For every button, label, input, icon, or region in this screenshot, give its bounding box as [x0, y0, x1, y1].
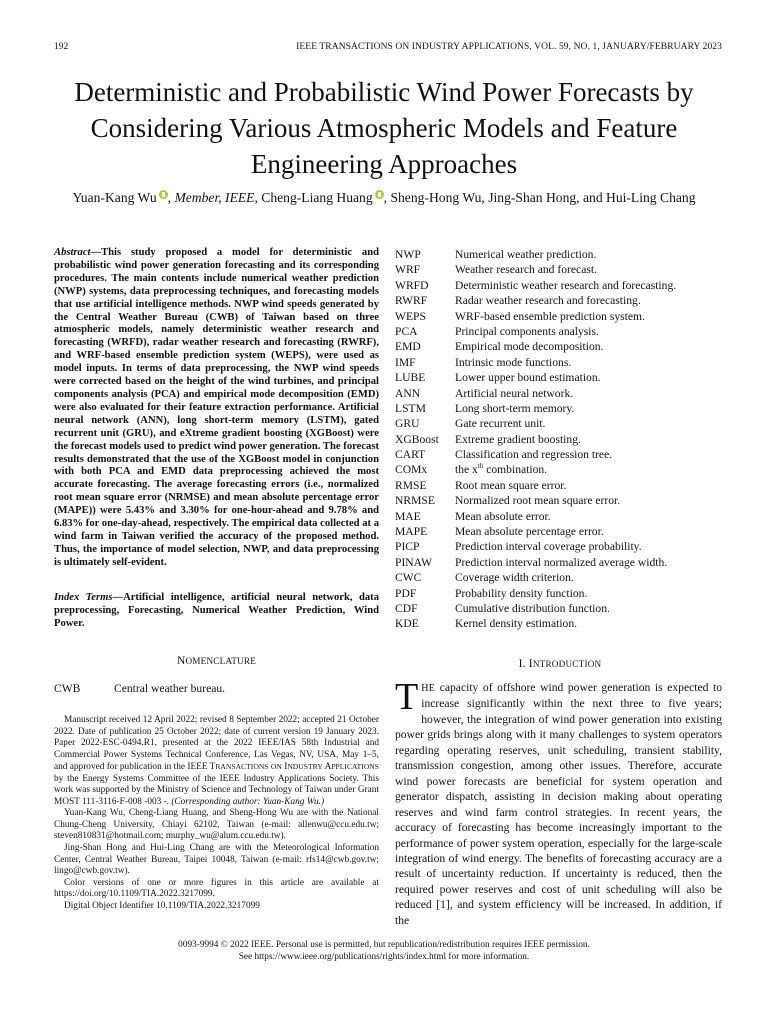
acronym-row	[395, 601, 725, 616]
acronym-key: PINAW	[395, 555, 433, 569]
acronym-key: WEPS	[395, 309, 426, 323]
author-name: Yuan-Kang Wu	[72, 190, 157, 205]
acronym-definition-text: Extreme gradient boosting.	[455, 432, 581, 446]
acronym-definition	[455, 616, 725, 631]
acronym-row	[395, 447, 725, 462]
acronym-definition-text: Numerical weather prediction.	[455, 248, 597, 261]
footnote-affiliation-2: Jing-Shan Hong and Hui-Ling Chang are with the Meteorological Information Center, Central Weather Bureau, Taipei 10048, Taiwan (e-mail: rfs14@cwb.gov.tw; lingo@cwb.gov.tw).	[54, 843, 379, 877]
acronym-key: LSTM	[395, 401, 426, 415]
acronym-definition-text: Classification and regression tree.	[455, 448, 613, 462]
acronym-row	[395, 401, 725, 416]
acronym-row	[395, 278, 725, 293]
acronym-definition-text: Normalized root mean square error.	[455, 494, 621, 508]
footnote-affiliation-1: Yuan-Kang Wu, Cheng-Liang Huang, and Sheng-Hong Wu are with the National Chung-Cheng University, Chiayi 62102, Taiwan (e-mail: allenwu@ccu.edu.tw; steven810831@hotmail.com; murphy_wu@alum.ccu.edu.tw).	[54, 808, 379, 842]
acronym-definition-text: Long short-term memory.	[455, 401, 575, 415]
acronym-row	[395, 262, 725, 277]
acronym-key: NRMSE	[395, 494, 435, 508]
acronym-key: PICP	[395, 540, 420, 554]
footnote-smallcaps: RANSACTIONS	[215, 762, 269, 772]
nomenclature-definition: Central weather bureau.	[114, 682, 226, 695]
acronym-row	[395, 509, 725, 524]
acronym-row	[395, 416, 725, 431]
acronym-key: LUBE	[395, 371, 426, 385]
acronym-definition-text: Prediction interval normalized average width.	[455, 555, 668, 569]
footnotes	[54, 715, 379, 912]
drop-cap: T	[395, 676, 419, 718]
orcid-icon[interactable]	[159, 190, 168, 199]
acronym-key: PDF	[395, 586, 417, 600]
acronym-definition	[455, 447, 725, 462]
acronym-key: CDF	[395, 601, 418, 615]
author-list-rest: , Sheng-Hong Wu, Jing-Shan Hong, and Hui-Ling Chang	[383, 190, 696, 205]
acronym-row	[395, 309, 725, 324]
acronym-definition	[455, 493, 725, 508]
abstract-text: —This study proposed a model for deterministic and probabilistic wind power generation forecasting and its corresponding procedures. The main contents include numerical weather prediction (NWP) systems, data preprocessing techniques, and forecasting models that use artificial intelligence methods. NWP wind speeds generated by the Central Weather Bureau (CWB) of Taiwan based on three atmospheric models, namely deterministic weather research and forecasting (WRFD), radar weather research and forecasting (RWRF), and WRF-based ensemble prediction system (WEPS), were used as model inputs. In terms of data preprocessing, the NWP wind speeds were corrected based on the height of the wind turbines, and principal components analysis (PCA) and empirical mode decomposition (EMD) were also evaluated for their feature extraction performance. Artificial neural network (ANN), long short-term memory (LSTM), gated recurrent unit (GRU), and eXtreme gradient boosting (XGBoost) were the forecast models used to predict wind power generation. The forecast results demonstrated that the use of the XGBoost model in conjunction with both PCA and EMD data preprocessing achieved the most accurate forecasting. The average forecasting errors (i.e., normalized root mean square error (NRMSE) and mean absolute percentage error (MAPE)) were 5.43% and 3.30% for one-hour-ahead and 9.78% and 6.83% for one-day-ahead, respectively. The empirical data collected at a wind farm in Taiwan verified the accuracy of the proposed method. Thus, the importance of model selection, NWP, and data preprocessing is ultimately self-evident.	[54, 247, 379, 568]
acronym-definition	[455, 401, 725, 416]
acronym-definition-text: Coverage width criterion.	[455, 571, 574, 585]
introduction-body	[395, 676, 722, 928]
acronym-definition-text: Prediction interval coverage probability.	[455, 540, 642, 554]
acronym-row	[395, 555, 725, 570]
acronym-key: NWP	[395, 248, 421, 261]
acronym-definition	[455, 555, 725, 570]
acronym-row	[395, 462, 725, 477]
acronym-key: RMSE	[395, 478, 427, 492]
heading-initial: I	[528, 658, 533, 670]
acronym-row	[395, 355, 725, 370]
acronym-definition	[455, 478, 725, 493]
acronym-key: CWC	[395, 571, 422, 585]
acronym-row	[395, 247, 725, 262]
acronym-key: EMD	[395, 340, 421, 354]
acronym-definition	[455, 586, 725, 601]
superscript: th	[477, 462, 484, 471]
acronym-definition-text: the x	[455, 463, 478, 477]
acronym-definition-text: Cumulative distribution function.	[455, 601, 610, 615]
acronym-definition-text: Radar weather research and forecasting.	[455, 294, 641, 308]
acronym-definition	[455, 462, 725, 477]
abstract	[54, 247, 379, 570]
acronym-row	[395, 293, 725, 308]
acronym-row	[395, 570, 725, 585]
acronym-definition	[455, 355, 725, 370]
copyright-notice	[40, 940, 728, 963]
nomenclature-key: CWB	[54, 682, 81, 695]
nomenclature-heading	[54, 655, 379, 667]
rights-line: See https://www.ieee.org/publications/rights/index.html for more information.	[238, 951, 530, 962]
acronym-definition-text: Empirical mode decomposition.	[455, 340, 604, 354]
acronym-key: WRFD	[395, 278, 429, 292]
acronym-key: GRU	[395, 417, 420, 431]
acronym-key: KDE	[395, 617, 419, 631]
acronym-row	[395, 478, 725, 493]
acronym-key: IMF	[395, 355, 416, 369]
acronym-key: COMx	[395, 463, 428, 477]
acronym-definition-text: Weather research and forecast.	[455, 263, 597, 277]
acronym-definition	[455, 601, 725, 616]
acronym-definition-text: Gate recurrent unit.	[455, 417, 546, 431]
acronym-definition	[455, 432, 725, 447]
acronym-definition-text: Mean absolute percentage error.	[455, 525, 604, 539]
footnote-text: Manuscript received 12 April 2022; revised 8 September 2022; accepted 21 October 2022. Date of publication 25 October 2022; date of current version 19 January 2023. Paper 2022-ESC-0494.R1, presented at the 2022 IEEE/IAS 58th Industrial and Commercial Power Systems Technical Conference, Las Vegas, NV, USA, May 1–5, and approved for publication in the IEEE T	[54, 715, 379, 773]
acronym-definition-text: Artificial neural network.	[455, 386, 574, 400]
acronym-key: RWRF	[395, 294, 428, 308]
footnote-smallcaps: ON	[270, 762, 282, 772]
copyright-line: 0093-9994 © 2022 IEEE. Personal use is permitted, but republication/redistribution requires IEEE permission.	[178, 940, 590, 950]
footnote-smallcaps: PPLICATIONS	[331, 762, 380, 772]
acronym-row	[395, 370, 725, 385]
author-list: Yuan-Kang Wu , Member, IEEE, Cheng-Liang Huang , Sheng-Hong Wu, Jing-Shan Hong, and Hui-Ling Chang	[72, 190, 696, 205]
acronym-definition	[455, 293, 725, 308]
corresponding-author: (Corresponding author: Yuan-Kang Wu.)	[171, 796, 325, 807]
acronym-definition	[455, 570, 725, 585]
acronym-row	[395, 339, 725, 354]
acronym-row	[395, 324, 725, 339]
acronym-key: CART	[395, 448, 426, 462]
acronym-definition-text: Lower upper bound estimation.	[455, 371, 601, 385]
acronym-definition-text: Root mean square error.	[455, 478, 567, 492]
acronym-key: PCA	[395, 324, 418, 338]
intro-text: capacity of offshore wind power generation is expected to increase significantly within the next three to five years; however, the integration of wind power generation into existing power grids brings along with it many challenges to system operators regarding operating reserves, unit scheduling, transient stability, transmission congestion, among other issues. Therefore, accurate wind power forecasts are beneficial for system operation and generator dispatch, assisting in decision making about operating reserves and wind farm control strategies. In recent years, the accuracy of forecasting has become increasingly important to the performance of power system operation, especially for the large-scale integration of wind energy. The benefits of forecasting accuracy are a result of uncertainty reduction. If uncertainty is reduced, then the required power reserves and cost of unit scheduling will also be reduced [1], and system efficiency will be increased. In addition, if the	[395, 681, 722, 927]
index-terms-label: Index Terms	[54, 592, 113, 603]
footnote-doi: Digital Object Identifier 10.1109/TIA.2022.3217099	[64, 900, 260, 911]
footnote-text: by the Energy Systems Committee of the IEEE Industry Applications Society. This work was supported by the Ministry of Science and Technology of Taiwan under Grant MOST 111-3116-F-008 -003 -.	[54, 773, 379, 807]
intro-caps: HE	[421, 683, 436, 694]
footnote-color-versions: Color versions of one or more figures in this article are available at https://doi.org/10.1109/TIA.2022.3217099.	[54, 877, 379, 900]
acronym-definition-text: Mean absolute error.	[455, 509, 551, 523]
heading-number: I.	[518, 658, 529, 670]
acronym-row	[395, 616, 725, 631]
acronym-definition-text: combination.	[483, 463, 548, 477]
acronym-row	[395, 539, 725, 554]
acronym-definition	[455, 509, 725, 524]
acronym-definition	[455, 324, 725, 339]
acronym-definition	[455, 247, 725, 262]
journal-header: IEEE TRANSACTIONS ON INDUSTRY APPLICATIONS, VOL. 59, NO. 1, JANUARY/FEBRUARY 2023	[296, 42, 722, 52]
acronym-definition	[455, 416, 725, 431]
acronym-definition	[455, 309, 725, 324]
author-membership: Member, IEEE	[174, 190, 255, 205]
acronym-definition-text: Kernel density estimation.	[455, 617, 578, 631]
acronym-key: WRF	[395, 263, 421, 277]
acronym-definition	[455, 262, 725, 277]
acronym-key: MAPE	[395, 525, 428, 539]
index-terms-text: —Artificial intelligence, artificial neural network, data preprocessing, Forecasting, Numerical Weather Prediction, Wind Power.	[54, 592, 379, 629]
acronym-list	[395, 247, 725, 632]
acronym-definition	[455, 339, 725, 354]
acronym-definition	[455, 370, 725, 385]
acronym-row	[395, 586, 725, 601]
acronym-row	[395, 524, 725, 539]
acronym-definition-text: Probability density function.	[455, 586, 588, 600]
acronym-definition-text: Principal components analysis.	[455, 324, 599, 338]
introduction-heading	[395, 658, 725, 670]
heading-rest: NTRODUCTION	[532, 659, 602, 669]
acronym-row	[395, 493, 725, 508]
acronym-definition	[455, 524, 725, 539]
acronym-definition	[455, 386, 725, 401]
index-terms	[54, 592, 379, 631]
acronym-key: ANN	[395, 386, 421, 400]
acronym-definition-text: Deterministic weather research and forecasting.	[455, 278, 677, 292]
acronym-definition-text: WRF-based ensemble prediction system.	[455, 309, 645, 323]
author-name: Cheng-Liang Huang	[261, 190, 373, 205]
acronym-key: MAE	[395, 509, 421, 523]
acronym-definition	[455, 539, 725, 554]
abstract-label: Abstract	[54, 247, 91, 258]
footnote-text: A	[322, 762, 332, 773]
acronym-row	[395, 386, 725, 401]
article-title: Deterministic and Probabilistic Wind Power Forecasts by Considering Various Atmospheric Models and Feature Engineering Approaches	[74, 77, 694, 179]
heading-initial: N	[176, 655, 186, 667]
nomenclature-row	[54, 682, 225, 695]
acronym-definition	[455, 278, 725, 293]
acronym-definition-text: Intrinsic mode functions.	[455, 355, 572, 369]
page-number: 192	[54, 42, 69, 52]
footnote-text: I	[281, 762, 288, 773]
acronym-key: XGBoost	[395, 432, 439, 446]
acronym-row	[395, 432, 725, 447]
heading-rest: OMENCLATURE	[185, 656, 257, 666]
footnote-manuscript	[54, 715, 379, 808]
orcid-icon[interactable]	[375, 190, 384, 199]
footnote-smallcaps: NDUSTRY	[287, 762, 323, 772]
